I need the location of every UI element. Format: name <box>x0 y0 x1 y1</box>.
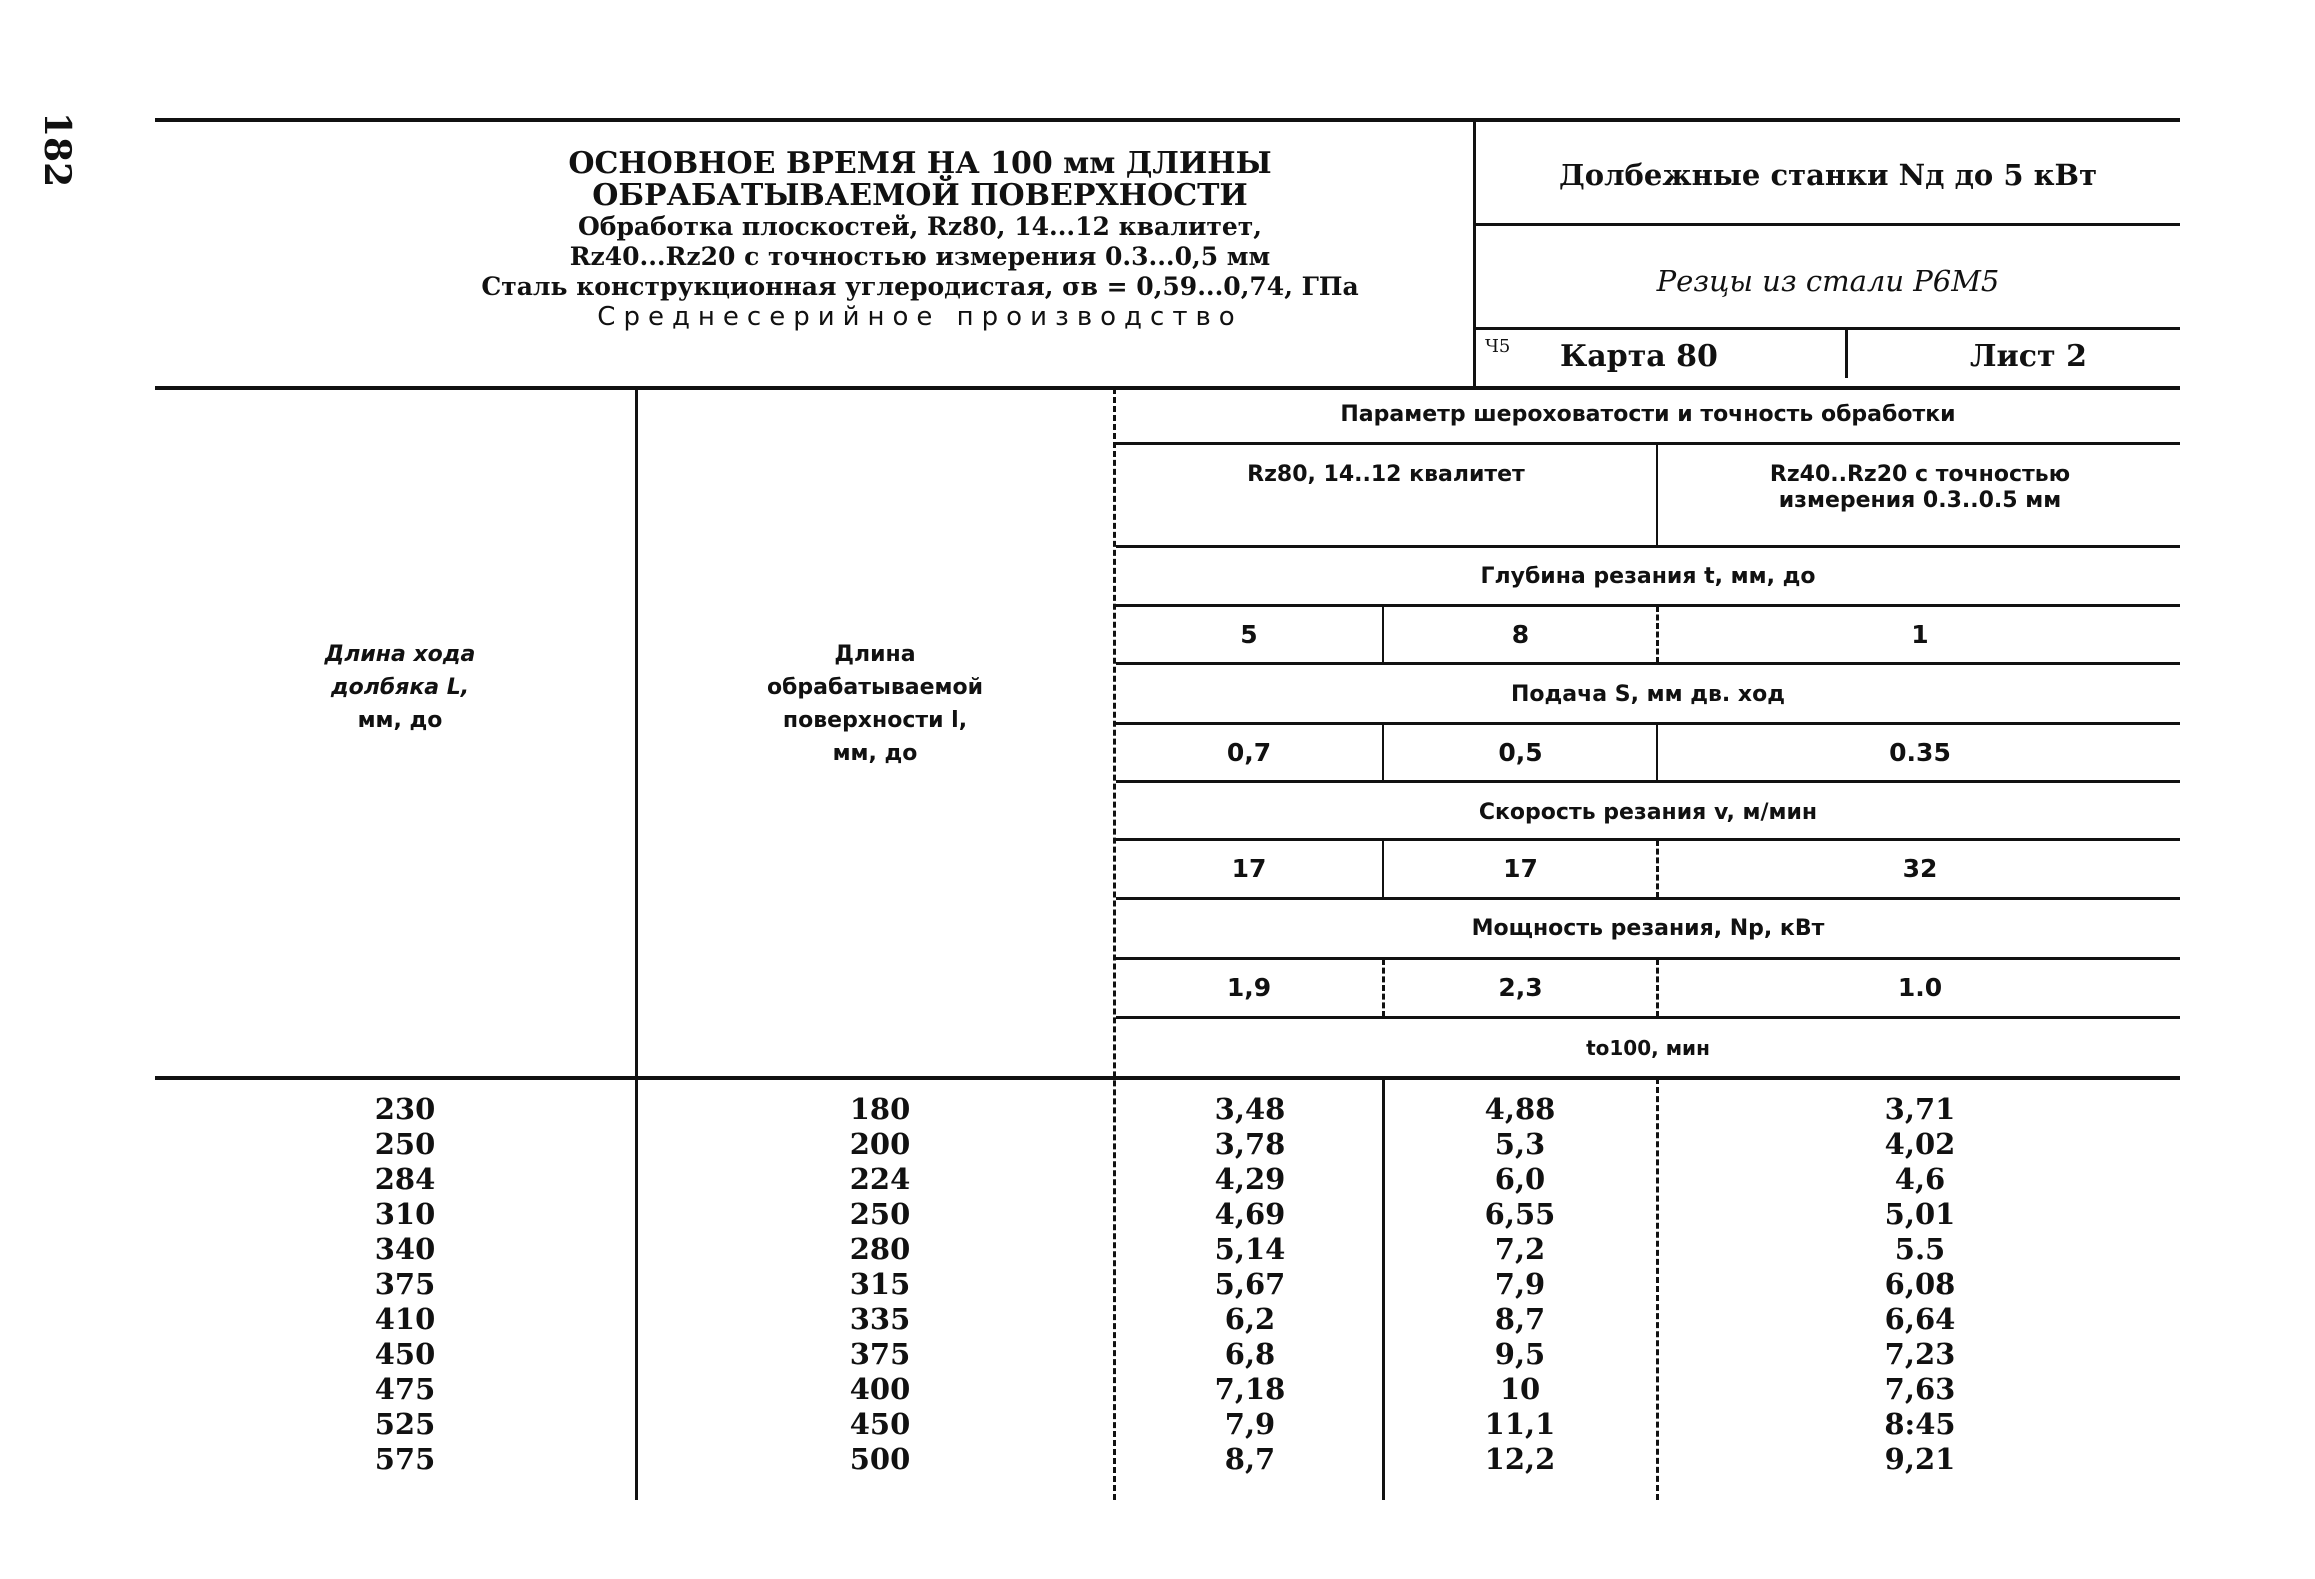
col-divider-1 <box>635 388 638 1500</box>
value-split-a1 <box>1382 606 1384 663</box>
depth-title: Глубина резания t, мм, до <box>1480 564 1816 589</box>
table-cell: 230 <box>374 1092 436 1126</box>
roughness-title: Параметр шероховатости и точность обработки <box>1340 402 1956 427</box>
table-cell: 5,3 <box>1494 1127 1546 1161</box>
table-cell: 200 <box>849 1127 911 1161</box>
value-split-b4 <box>1656 959 1659 1017</box>
title-line-1: ОСНОВНОЕ ВРЕМЯ НА 100 мм ДЛИНЫ <box>568 146 1272 181</box>
title-line-4: Rz40...Rz20 с точностью измерения 0.3...0,5 мм <box>569 242 1271 271</box>
column-time-1 <box>1150 1092 1350 1477</box>
col-divider-2 <box>1113 388 1116 1500</box>
table-cell: 525 <box>374 1407 436 1441</box>
power-title: Мощность резания, Np, кВт <box>1471 916 1825 941</box>
table-cell: 410 <box>374 1302 436 1336</box>
speed-title: Скорость резания v, м/мин <box>1478 800 1818 825</box>
speed-value-2: 17 <box>1503 854 1538 883</box>
table-cell: 4,02 <box>1884 1127 1956 1161</box>
depth-value-3: 1 <box>1911 620 1929 649</box>
header-surface-length-line-2: обрабатываемой <box>766 675 984 700</box>
title-block <box>330 148 1510 332</box>
table-cell: 180 <box>849 1092 911 1126</box>
table-cell: 6,08 <box>1884 1267 1956 1301</box>
rule-speed-values <box>1116 838 2180 841</box>
column-surface-length <box>735 1092 1025 1477</box>
table-cell: 450 <box>374 1337 436 1371</box>
rule-power-title <box>1116 897 2180 900</box>
header-stroke-length <box>200 638 600 737</box>
table-cell: 250 <box>374 1127 436 1161</box>
roughness-split <box>1656 444 1658 546</box>
card-sheet-divider <box>1845 330 1848 378</box>
table-cell: 3,78 <box>1214 1127 1286 1161</box>
title-line-6: Среднесерийное производство <box>597 302 1243 332</box>
table-cell: 4,29 <box>1214 1162 1286 1196</box>
table-cell: 284 <box>374 1162 436 1196</box>
feed-value-3: 0.35 <box>1889 738 1951 767</box>
table-cell: 5,14 <box>1214 1232 1286 1266</box>
table-cell: 6,2 <box>1224 1302 1276 1336</box>
rule-depth-values <box>1116 604 2180 607</box>
speed-value-3: 32 <box>1902 854 1938 883</box>
rule-depth-title <box>1116 545 2180 548</box>
table-top-border <box>155 386 2180 390</box>
speed-value-1: 17 <box>1231 854 1267 883</box>
table-cell: 7,63 <box>1884 1372 1956 1406</box>
table-cell: 5,67 <box>1214 1267 1286 1301</box>
value-split-b3 <box>1656 840 1659 898</box>
rule-feed-title <box>1116 662 2180 665</box>
right-header-rule-2 <box>1473 327 2180 330</box>
table-cell: 310 <box>374 1197 436 1231</box>
table-cell: 11,1 <box>1484 1407 1556 1441</box>
rule-power-values <box>1116 957 2180 960</box>
table-cell: 224 <box>849 1162 911 1196</box>
tools-label: Резцы из стали Р6М5 <box>1656 264 2000 298</box>
table-cell: 5.5 <box>1894 1232 1946 1266</box>
table-cell: 3,71 <box>1884 1092 1956 1126</box>
value-split-b2 <box>1656 724 1658 781</box>
table-cell: 4,69 <box>1214 1197 1286 1231</box>
table-cell: 6,64 <box>1884 1302 1956 1336</box>
column-time-2 <box>1420 1092 1620 1477</box>
table-cell: 9,5 <box>1494 1337 1546 1371</box>
time-title: to100, мин <box>1586 1036 1710 1060</box>
header-surface-length-line-1: Длина <box>834 642 916 667</box>
title-line-3: Обработка плоскостей, Rz80, 14...12 квалитет, <box>578 212 1262 241</box>
value-split-a3 <box>1382 840 1384 898</box>
table-cell: 335 <box>849 1302 911 1336</box>
power-value-2: 2,3 <box>1498 973 1543 1002</box>
header-surface-length-line-4: мм, до <box>832 741 918 766</box>
title-line-5: Сталь конструкционная углеродистая, σв = 0,59...0,74, ГПа <box>481 272 1359 301</box>
title-line-2: ОБРАБАТЫВАЕМОЙ ПОВЕРХНОСТИ <box>592 178 1248 213</box>
roughness-b-line-2: измерения 0.3..0.5 мм <box>1778 488 2062 513</box>
table-cell: 8,7 <box>1494 1302 1546 1336</box>
table-cell: 315 <box>849 1267 911 1301</box>
header-surface-length-line-3: поверхности l, <box>782 708 968 733</box>
feed-value-2: 0,5 <box>1498 738 1543 767</box>
feed-value-1: 0,7 <box>1226 738 1272 767</box>
table-cell: 4,6 <box>1894 1162 1946 1196</box>
table-cell: 7,2 <box>1494 1232 1546 1266</box>
table-cell: 4,88 <box>1484 1092 1556 1126</box>
table-cell: 12,2 <box>1484 1442 1556 1476</box>
feed-title: Подача S, мм дв. ход <box>1510 682 1785 707</box>
table-cell: 5,01 <box>1884 1197 1956 1231</box>
rule-feed-values <box>1116 722 2180 725</box>
table-cell: 9,21 <box>1884 1442 1956 1476</box>
rule-roughness <box>1116 442 2180 445</box>
rule-time-title <box>1116 1016 2180 1019</box>
table-cell: 6,55 <box>1484 1197 1556 1231</box>
table-cell: 340 <box>374 1232 436 1266</box>
column-time-3 <box>1820 1092 2020 1477</box>
roughness-a: Rz80, 14..12 квалитет <box>1247 462 1525 487</box>
card-prefix: Ч5 <box>1485 336 1511 357</box>
table-cell: 280 <box>849 1232 911 1266</box>
header-stroke-length-line-3: мм, до <box>357 708 443 733</box>
table-cell: 7,18 <box>1214 1372 1286 1406</box>
table-cell: 450 <box>849 1407 911 1441</box>
column-stroke-length <box>260 1092 550 1477</box>
page-number: 182 <box>36 112 78 188</box>
value-split-a2 <box>1382 724 1384 781</box>
body-split-a <box>1382 1078 1385 1500</box>
card-number: Карта 80 <box>1560 339 1718 374</box>
table-cell: 575 <box>374 1442 436 1476</box>
table-cell: 8,7 <box>1224 1442 1276 1476</box>
table-cell: 375 <box>849 1337 911 1371</box>
table-cell: 6,0 <box>1494 1162 1546 1196</box>
table-cell: 250 <box>849 1197 911 1231</box>
value-split-b1 <box>1656 606 1659 663</box>
table-cell: 7,23 <box>1884 1337 1956 1371</box>
depth-value-1: 5 <box>1240 620 1258 649</box>
roughness-b <box>1660 462 2180 514</box>
table-cell: 7,9 <box>1224 1407 1276 1441</box>
table-cell: 8:45 <box>1884 1407 1956 1441</box>
top-border <box>155 118 2180 122</box>
table-cell: 7,9 <box>1494 1267 1546 1301</box>
depth-value-2: 8 <box>1511 620 1530 649</box>
roughness-b-line-1: Rz40..Rz20 с точностью <box>1769 462 2071 487</box>
header-stroke-length-line-1: Длина хода <box>324 642 476 667</box>
table-header-bottom <box>155 1076 2180 1080</box>
body-split-b <box>1656 1078 1659 1500</box>
table-cell: 3,48 <box>1214 1092 1286 1126</box>
power-value-1: 1,9 <box>1226 973 1272 1002</box>
table-cell: 400 <box>849 1372 911 1406</box>
rule-speed-title <box>1116 780 2180 783</box>
machines-label: Долбежные станки Nд до 5 кВт <box>1558 158 2098 192</box>
table-cell: 10 <box>1499 1372 1541 1406</box>
table-cell: 500 <box>849 1442 911 1476</box>
table-cell: 475 <box>374 1372 436 1406</box>
table-cell: 375 <box>374 1267 436 1301</box>
header-stroke-length-line-2: долбяка L, <box>330 675 470 700</box>
right-header-rule-1 <box>1473 223 2180 226</box>
sheet-number: Лист 2 <box>1970 339 2087 374</box>
header-surface-length <box>680 638 1070 770</box>
table-cell: 6,8 <box>1224 1337 1276 1371</box>
power-value-3: 1.0 <box>1897 973 1943 1002</box>
